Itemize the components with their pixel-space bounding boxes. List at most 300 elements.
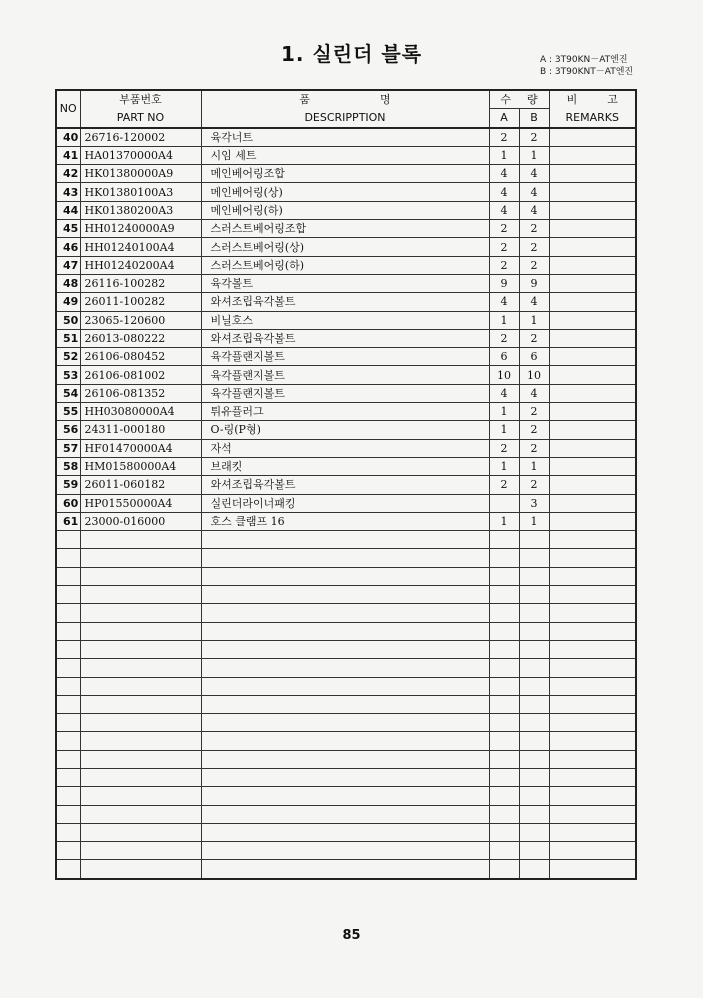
row-part-no: 23000-016000 <box>80 512 201 530</box>
row-qty-a: 1 <box>489 403 519 421</box>
table-row <box>56 677 636 695</box>
header-qty-kr-1: 수 <box>500 93 511 107</box>
row-part-no <box>80 787 201 805</box>
row-no: 60 <box>56 494 80 512</box>
row-remarks <box>549 549 636 567</box>
row-part-no <box>80 567 201 585</box>
table-row <box>56 311 636 329</box>
row-qty-b: 4 <box>519 183 549 201</box>
row-remarks <box>549 293 636 311</box>
row-part-no <box>80 750 201 768</box>
engine-legend <box>540 54 633 78</box>
row-part-no: HK01380100A3 <box>80 183 201 201</box>
row-description <box>201 586 489 604</box>
row-qty-b <box>519 768 549 786</box>
row-qty-b: 2 <box>519 220 549 238</box>
row-remarks <box>549 531 636 549</box>
row-description: 와셔조립육각볼트 <box>201 476 489 494</box>
row-part-no: 26011-100282 <box>80 293 201 311</box>
row-qty-a: 10 <box>489 366 519 384</box>
row-qty-b <box>519 677 549 695</box>
row-qty-b: 2 <box>519 329 549 347</box>
table-row <box>56 384 636 402</box>
row-qty-b <box>519 842 549 860</box>
row-remarks <box>549 567 636 585</box>
header-qty-kr <box>489 90 549 109</box>
row-qty-a <box>489 823 519 841</box>
row-remarks <box>549 823 636 841</box>
row-description: 육각너트 <box>201 128 489 147</box>
row-no <box>56 640 80 658</box>
row-part-no: 23065-120600 <box>80 311 201 329</box>
row-no <box>56 695 80 713</box>
header-remarks-en: REMARKS <box>549 109 636 128</box>
row-description <box>201 750 489 768</box>
table-row <box>56 586 636 604</box>
row-no <box>56 732 80 750</box>
row-description <box>201 549 489 567</box>
page-number: 85 <box>342 928 361 943</box>
parts-table-body <box>56 128 636 879</box>
row-description: 실린더라이너패킹 <box>201 494 489 512</box>
row-description: 메인베어링(상) <box>201 183 489 201</box>
row-remarks <box>549 439 636 457</box>
row-qty-b: 9 <box>519 274 549 292</box>
table-row <box>56 567 636 585</box>
row-remarks <box>549 384 636 402</box>
row-part-no <box>80 677 201 695</box>
row-description <box>201 805 489 823</box>
row-remarks <box>549 787 636 805</box>
row-qty-b: 2 <box>519 128 549 147</box>
row-qty-a <box>489 494 519 512</box>
row-qty-b: 2 <box>519 476 549 494</box>
row-remarks <box>549 366 636 384</box>
row-no: 48 <box>56 274 80 292</box>
row-remarks <box>549 274 636 292</box>
row-remarks <box>549 220 636 238</box>
row-qty-a <box>489 640 519 658</box>
header-remarks-kr <box>549 90 636 109</box>
row-qty-a: 1 <box>489 311 519 329</box>
row-qty-b: 2 <box>519 439 549 457</box>
row-part-no: HK01380200A3 <box>80 201 201 219</box>
row-qty-b <box>519 659 549 677</box>
row-description: 스러스트베어링(상) <box>201 238 489 256</box>
table-row <box>56 403 636 421</box>
row-no <box>56 622 80 640</box>
row-description: 메인베어링조합 <box>201 165 489 183</box>
row-remarks <box>549 586 636 604</box>
row-qty-a: 1 <box>489 457 519 475</box>
row-description <box>201 714 489 732</box>
row-part-no: 26116-100282 <box>80 274 201 292</box>
row-no: 56 <box>56 421 80 439</box>
row-part-no <box>80 586 201 604</box>
row-part-no <box>80 640 201 658</box>
row-no <box>56 842 80 860</box>
row-qty-a: 2 <box>489 256 519 274</box>
header-qty-b: B <box>519 109 549 128</box>
row-part-no <box>80 604 201 622</box>
row-qty-b <box>519 823 549 841</box>
row-no: 58 <box>56 457 80 475</box>
header-desc-kr-2: 명 <box>380 93 391 107</box>
table-row <box>56 274 636 292</box>
table-row <box>56 201 636 219</box>
row-description <box>201 640 489 658</box>
row-no: 43 <box>56 183 80 201</box>
row-remarks <box>549 604 636 622</box>
row-part-no <box>80 842 201 860</box>
row-no: 52 <box>56 348 80 366</box>
row-description <box>201 567 489 585</box>
row-remarks <box>549 842 636 860</box>
row-qty-b <box>519 860 549 879</box>
row-remarks <box>549 238 636 256</box>
row-part-no: HK01380000A9 <box>80 165 201 183</box>
row-no <box>56 567 80 585</box>
row-qty-b: 3 <box>519 494 549 512</box>
table-row <box>56 220 636 238</box>
row-qty-a <box>489 567 519 585</box>
row-remarks <box>549 714 636 732</box>
row-no <box>56 586 80 604</box>
header-no: NO <box>56 90 80 128</box>
row-no: 54 <box>56 384 80 402</box>
row-qty-b <box>519 586 549 604</box>
row-qty-a: 2 <box>489 476 519 494</box>
row-part-no: HH01240100A4 <box>80 238 201 256</box>
row-part-no <box>80 659 201 677</box>
row-qty-b <box>519 604 549 622</box>
row-description <box>201 695 489 713</box>
header-desc-en: DESCRIPPTION <box>201 109 489 128</box>
row-no: 40 <box>56 128 80 147</box>
row-qty-b: 4 <box>519 384 549 402</box>
row-description <box>201 677 489 695</box>
row-qty-b <box>519 531 549 549</box>
row-qty-a <box>489 714 519 732</box>
row-part-no: 26716-120002 <box>80 128 201 147</box>
row-remarks <box>549 750 636 768</box>
row-remarks <box>549 311 636 329</box>
row-qty-a <box>489 768 519 786</box>
row-no: 46 <box>56 238 80 256</box>
row-part-no <box>80 805 201 823</box>
table-row <box>56 768 636 786</box>
row-qty-b: 1 <box>519 311 549 329</box>
row-description <box>201 768 489 786</box>
row-qty-a <box>489 695 519 713</box>
row-no <box>56 604 80 622</box>
row-qty-a <box>489 622 519 640</box>
row-qty-b: 4 <box>519 165 549 183</box>
table-row <box>56 732 636 750</box>
row-description: O-링(P형) <box>201 421 489 439</box>
row-no <box>56 787 80 805</box>
row-part-no: HP01550000A4 <box>80 494 201 512</box>
header-part-no-kr: 부품번호 <box>80 90 201 109</box>
row-no: 47 <box>56 256 80 274</box>
row-qty-a <box>489 531 519 549</box>
table-row <box>56 604 636 622</box>
row-no: 53 <box>56 366 80 384</box>
row-remarks <box>549 165 636 183</box>
table-row <box>56 457 636 475</box>
row-remarks <box>549 183 636 201</box>
table-row <box>56 823 636 841</box>
header-part-no-en: PART NO <box>80 109 201 128</box>
table-row <box>56 329 636 347</box>
row-qty-b <box>519 549 549 567</box>
row-qty-a: 2 <box>489 220 519 238</box>
table-row <box>56 476 636 494</box>
table-row <box>56 421 636 439</box>
row-part-no <box>80 695 201 713</box>
row-qty-a: 4 <box>489 165 519 183</box>
row-description <box>201 659 489 677</box>
row-no: 50 <box>56 311 80 329</box>
row-description: 메인베어링(하) <box>201 201 489 219</box>
table-row <box>56 695 636 713</box>
row-qty-a <box>489 586 519 604</box>
row-remarks <box>549 659 636 677</box>
row-description <box>201 732 489 750</box>
header-remarks-kr-1: 비 <box>566 93 578 107</box>
table-row <box>56 512 636 530</box>
row-qty-b: 10 <box>519 366 549 384</box>
row-qty-a <box>489 677 519 695</box>
row-description <box>201 823 489 841</box>
row-qty-a: 4 <box>489 384 519 402</box>
row-qty-b: 2 <box>519 238 549 256</box>
row-qty-b <box>519 695 549 713</box>
row-remarks <box>549 146 636 164</box>
row-part-no: 26011-060182 <box>80 476 201 494</box>
row-no: 59 <box>56 476 80 494</box>
table-row <box>56 714 636 732</box>
row-qty-b <box>519 714 549 732</box>
row-no <box>56 805 80 823</box>
header-qty-a: A <box>489 109 519 128</box>
row-part-no <box>80 531 201 549</box>
table-row <box>56 238 636 256</box>
row-qty-a: 4 <box>489 183 519 201</box>
table-row <box>56 860 636 879</box>
row-no <box>56 659 80 677</box>
row-description: 육각플랜지볼트 <box>201 384 489 402</box>
row-qty-a: 6 <box>489 348 519 366</box>
row-qty-b: 1 <box>519 457 549 475</box>
row-no: 61 <box>56 512 80 530</box>
row-no <box>56 750 80 768</box>
table-row <box>56 128 636 147</box>
row-remarks <box>549 329 636 347</box>
row-description: 육각플랜지볼트 <box>201 366 489 384</box>
row-qty-b: 1 <box>519 512 549 530</box>
row-description: 비닐호스 <box>201 311 489 329</box>
row-part-no <box>80 622 201 640</box>
row-no: 45 <box>56 220 80 238</box>
row-part-no <box>80 732 201 750</box>
table-row <box>56 439 636 457</box>
row-qty-b <box>519 750 549 768</box>
row-qty-a: 1 <box>489 421 519 439</box>
table-row <box>56 494 636 512</box>
row-qty-b: 2 <box>519 256 549 274</box>
row-remarks <box>549 421 636 439</box>
row-part-no: HH03080000A4 <box>80 403 201 421</box>
row-qty-a: 2 <box>489 128 519 147</box>
legend-a: A : 3T90KN－AT엔진 <box>540 55 628 65</box>
row-part-no <box>80 860 201 879</box>
row-no <box>56 860 80 879</box>
table-row <box>56 549 636 567</box>
header-desc-kr <box>201 90 489 109</box>
table-row <box>56 842 636 860</box>
row-part-no: 24311-000180 <box>80 421 201 439</box>
row-qty-b: 2 <box>519 421 549 439</box>
table-row <box>56 293 636 311</box>
row-remarks <box>549 128 636 147</box>
row-qty-b: 1 <box>519 146 549 164</box>
row-no <box>56 531 80 549</box>
row-remarks <box>549 494 636 512</box>
row-qty-b <box>519 622 549 640</box>
row-remarks <box>549 457 636 475</box>
row-qty-a: 2 <box>489 329 519 347</box>
row-qty-a <box>489 860 519 879</box>
row-no: 42 <box>56 165 80 183</box>
row-no <box>56 677 80 695</box>
row-description <box>201 860 489 879</box>
row-qty-b <box>519 805 549 823</box>
parts-table-header <box>56 90 636 128</box>
row-no <box>56 714 80 732</box>
row-remarks <box>549 403 636 421</box>
row-qty-a <box>489 787 519 805</box>
row-qty-a <box>489 659 519 677</box>
row-description: 자석 <box>201 439 489 457</box>
table-row <box>56 348 636 366</box>
table-row <box>56 750 636 768</box>
row-no <box>56 823 80 841</box>
table-row <box>56 640 636 658</box>
row-remarks <box>549 201 636 219</box>
header-desc-kr-1: 품 <box>299 93 310 107</box>
row-part-no: HF01470000A4 <box>80 439 201 457</box>
row-remarks <box>549 732 636 750</box>
row-qty-b: 2 <box>519 403 549 421</box>
row-remarks <box>549 622 636 640</box>
row-remarks <box>549 256 636 274</box>
row-no: 49 <box>56 293 80 311</box>
row-description <box>201 604 489 622</box>
row-description <box>201 531 489 549</box>
row-part-no <box>80 823 201 841</box>
row-part-no <box>80 549 201 567</box>
row-description: 시임 세트 <box>201 146 489 164</box>
row-description <box>201 622 489 640</box>
row-description: 튀유플러그 <box>201 403 489 421</box>
row-description: 육각플랜지볼트 <box>201 348 489 366</box>
row-remarks <box>549 860 636 879</box>
row-no: 41 <box>56 146 80 164</box>
row-qty-a <box>489 732 519 750</box>
row-qty-a: 1 <box>489 512 519 530</box>
row-part-no: HH01240000A9 <box>80 220 201 238</box>
row-part-no: HA01370000A4 <box>80 146 201 164</box>
row-part-no: 26106-081002 <box>80 366 201 384</box>
row-qty-a: 4 <box>489 293 519 311</box>
row-qty-b <box>519 732 549 750</box>
row-qty-a <box>489 842 519 860</box>
row-description: 와셔조립육각볼트 <box>201 329 489 347</box>
row-qty-b: 4 <box>519 293 549 311</box>
table-row <box>56 659 636 677</box>
row-remarks <box>549 640 636 658</box>
row-description: 와셔조립육각볼트 <box>201 293 489 311</box>
row-remarks <box>549 768 636 786</box>
row-description: 스러스트베어링(하) <box>201 256 489 274</box>
row-description: 호스 클램프 16 <box>201 512 489 530</box>
row-qty-a: 9 <box>489 274 519 292</box>
row-remarks <box>549 805 636 823</box>
table-row <box>56 531 636 549</box>
table-row <box>56 183 636 201</box>
row-qty-a: 2 <box>489 439 519 457</box>
row-part-no: 26013-080222 <box>80 329 201 347</box>
row-description: 브래킷 <box>201 457 489 475</box>
row-no: 44 <box>56 201 80 219</box>
table-row <box>56 256 636 274</box>
row-qty-a <box>489 805 519 823</box>
row-remarks <box>549 677 636 695</box>
row-qty-b <box>519 787 549 805</box>
row-part-no: HM01580000A4 <box>80 457 201 475</box>
row-no: 51 <box>56 329 80 347</box>
row-description <box>201 842 489 860</box>
row-no: 57 <box>56 439 80 457</box>
parts-table <box>55 89 637 880</box>
row-qty-b: 4 <box>519 201 549 219</box>
table-row <box>56 366 636 384</box>
legend-b: B : 3T90KNT－AT엔진 <box>540 67 634 77</box>
table-row <box>56 622 636 640</box>
row-remarks <box>549 695 636 713</box>
header-qty-kr-2: 량 <box>527 93 538 107</box>
row-remarks <box>549 512 636 530</box>
row-qty-a: 2 <box>489 238 519 256</box>
row-no <box>56 549 80 567</box>
row-qty-b: 6 <box>519 348 549 366</box>
row-part-no: HH01240200A4 <box>80 256 201 274</box>
row-remarks <box>549 348 636 366</box>
row-description: 스러스트베어링조합 <box>201 220 489 238</box>
header-remarks-kr-2: 고 <box>607 93 618 107</box>
table-row <box>56 146 636 164</box>
table-row <box>56 165 636 183</box>
row-no <box>56 768 80 786</box>
row-part-no: 26106-080452 <box>80 348 201 366</box>
row-qty-a: 1 <box>489 146 519 164</box>
row-qty-a <box>489 750 519 768</box>
row-description <box>201 787 489 805</box>
table-row <box>56 787 636 805</box>
row-qty-a <box>489 549 519 567</box>
row-part-no <box>80 768 201 786</box>
